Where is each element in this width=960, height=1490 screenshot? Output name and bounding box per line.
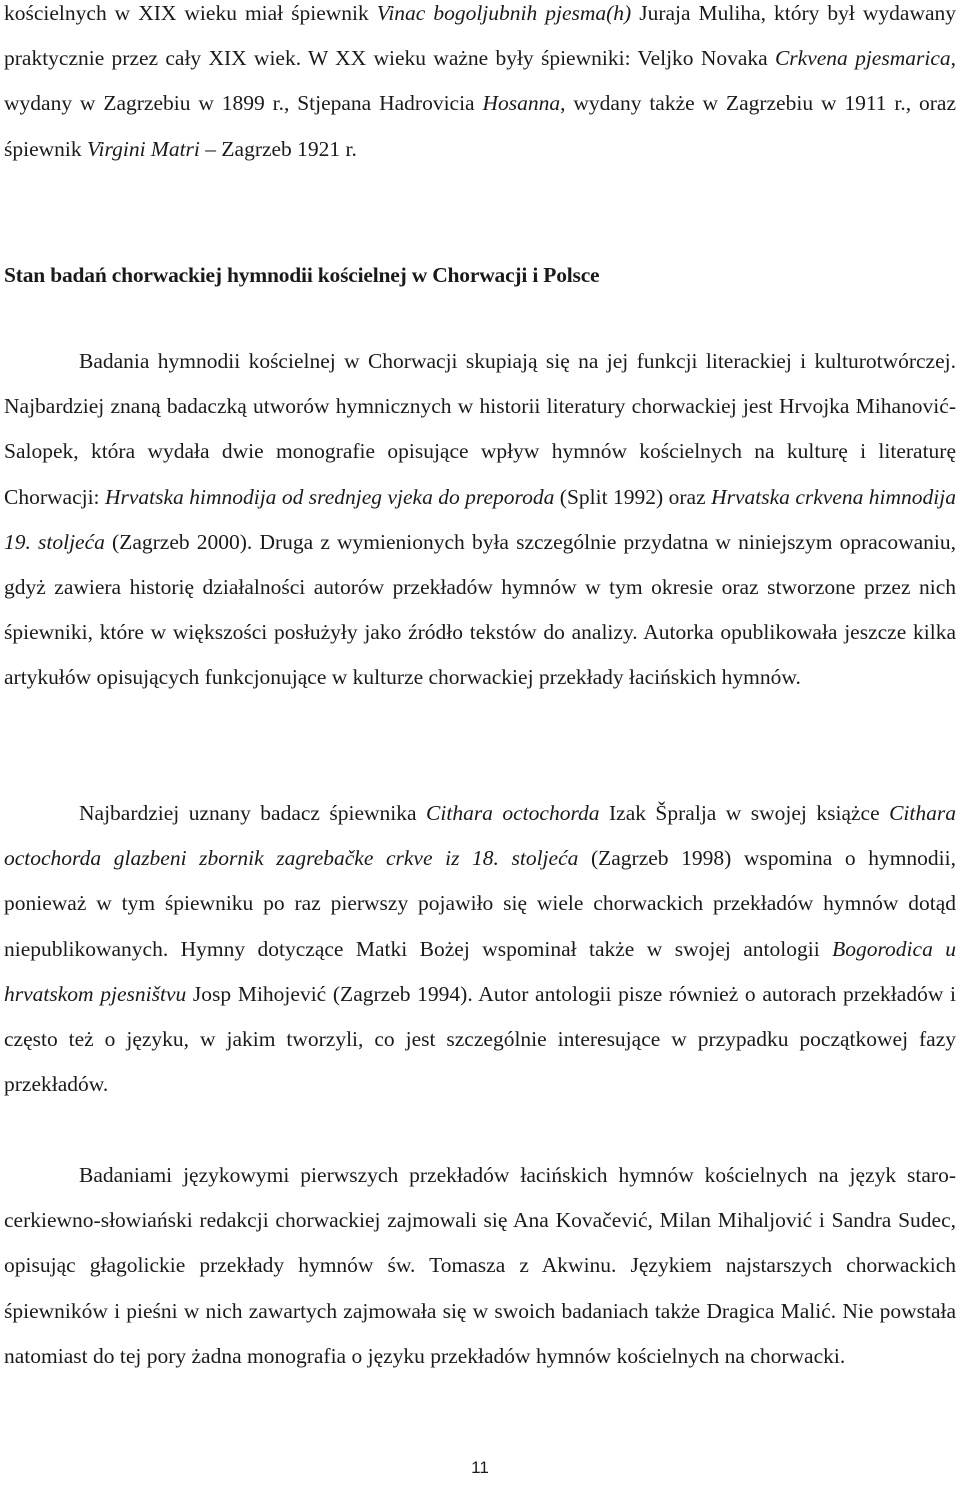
- text-run: – Zagrzeb 1921 r.: [199, 136, 357, 161]
- italic-title-run: Hrvatska crkvena himnodija 19. stoljeća: [4, 484, 956, 554]
- paragraph-1: [4, 0, 956, 172]
- text-run: Badaniami językowymi pierwszych przekładów łacińskich hymnów kościelnych na język staro-cerkiewno-słowiański redakcji chorwackiej zajmowali się Ana Kovačević, Milan Mihaljović i Sandra Sudec, opisując głagolickie przekłady hymnów św. Tomasza z Akwinu. Językiem najstarszych chorwackich śpiewników i pieśni w nich zawartych zajmowała się w swoich badaniach także Dragica Malić. Nie powstała natomiast do tej pory żadna monografia o języku przekładów hymnów kościelnych na chorwacki.: [4, 1163, 956, 1368]
- text-run: Juraja Muliha, który był wydawany praktycznie przez cały XIX wiek. W XX wieku ważne były śpiewniki: Veljko Novaka: [4, 1, 957, 71]
- text-run: Najbardziej uznany badacz śpiewnika: [79, 801, 427, 825]
- italic-title-run: Vinac bogoljubnih pjesma(h): [376, 1, 632, 25]
- italic-title-run: Cithara octochorda glazbeni zbornik zagrebačke crkve iz 18. stoljeća: [4, 801, 956, 871]
- paragraph-4: [4, 1153, 956, 1379]
- italic-title-run: Virgini Matri: [87, 136, 200, 161]
- paragraph-3: [4, 791, 956, 1107]
- text-run: , wydany w Zagrzebiu w 1899 r., Stjepana Hadrovicia: [4, 46, 956, 116]
- section-heading-text: Stan badań chorwackiej hymnodii kościelnej w Chorwacji i Polsce: [4, 263, 600, 287]
- text-run: Badania hymnodii kościelnej w Chorwacji skupiają się na jej funkcji literackiej i kulturotwórczej. Najbardziej znaną badaczką utworów hymnicznych w historii literatury chorwackiej jest Hrvojka Mihanović-Salopek, która wydała dwie monografie opisujące wpływ hymnów kościelnych na kulturę i literaturę Chorwacji:: [4, 349, 956, 509]
- italic-title-run: Crkvena pjesmarica: [774, 46, 951, 71]
- page-number: 11: [471, 1458, 489, 1477]
- text-run: (Split 1992) oraz: [554, 484, 712, 509]
- text-run: (Zagrzeb 1998) wspomina o hymnodii, ponieważ w tym śpiewniku po raz pierwszy pojawiło się wiele chorwackich przekładów hymnów dotąd niepublikowanych. Hymny dotyczące Matki Bożej wspominał także w swojej antologii: [4, 846, 957, 961]
- text-run: Izak Špralja w swojej książce: [599, 801, 890, 825]
- text-run: , wydany także w Zagrzebiu w 1911 r., oraz śpiewnik: [4, 91, 956, 161]
- italic-title-run: Hrvatska himnodija od srednjeg vjeka do preporoda: [104, 484, 555, 509]
- section-heading: [4, 253, 599, 298]
- italic-title-run: Bogorodica u hrvatskom pjesništvu: [4, 936, 956, 1006]
- text-run: kościelnych w XIX wieku miał śpiewnik: [4, 1, 377, 25]
- text-run: (Zagrzeb 2000). Druga z wymienionych była szczególnie przydatna w niniejszym opracowaniu, gdyż zawiera historię działalności autorów przekładów hymnów w tym okresie oraz stworzone przez nich śpiewniki, które w większości posłużyły jako źródło tekstów do analizy. Autorka opublikowała jeszcze kilka artykułów opisujących funkcjonujące w kulturze chorwackiej przekłady łacińskich hymnów.: [4, 529, 957, 690]
- text-run: Josp Mihojević (Zagrzeb 1994). Autor antologii pisze również o autorach przekładów i często też o języku, w jakim tworzyli, co jest szczególnie interesujące w przypadku początkowej fazy przekładów.: [4, 981, 957, 1097]
- italic-title-run: Hosanna: [482, 91, 561, 116]
- paragraph-2: [4, 339, 956, 701]
- italic-title-run: Cithara octochorda: [426, 801, 600, 825]
